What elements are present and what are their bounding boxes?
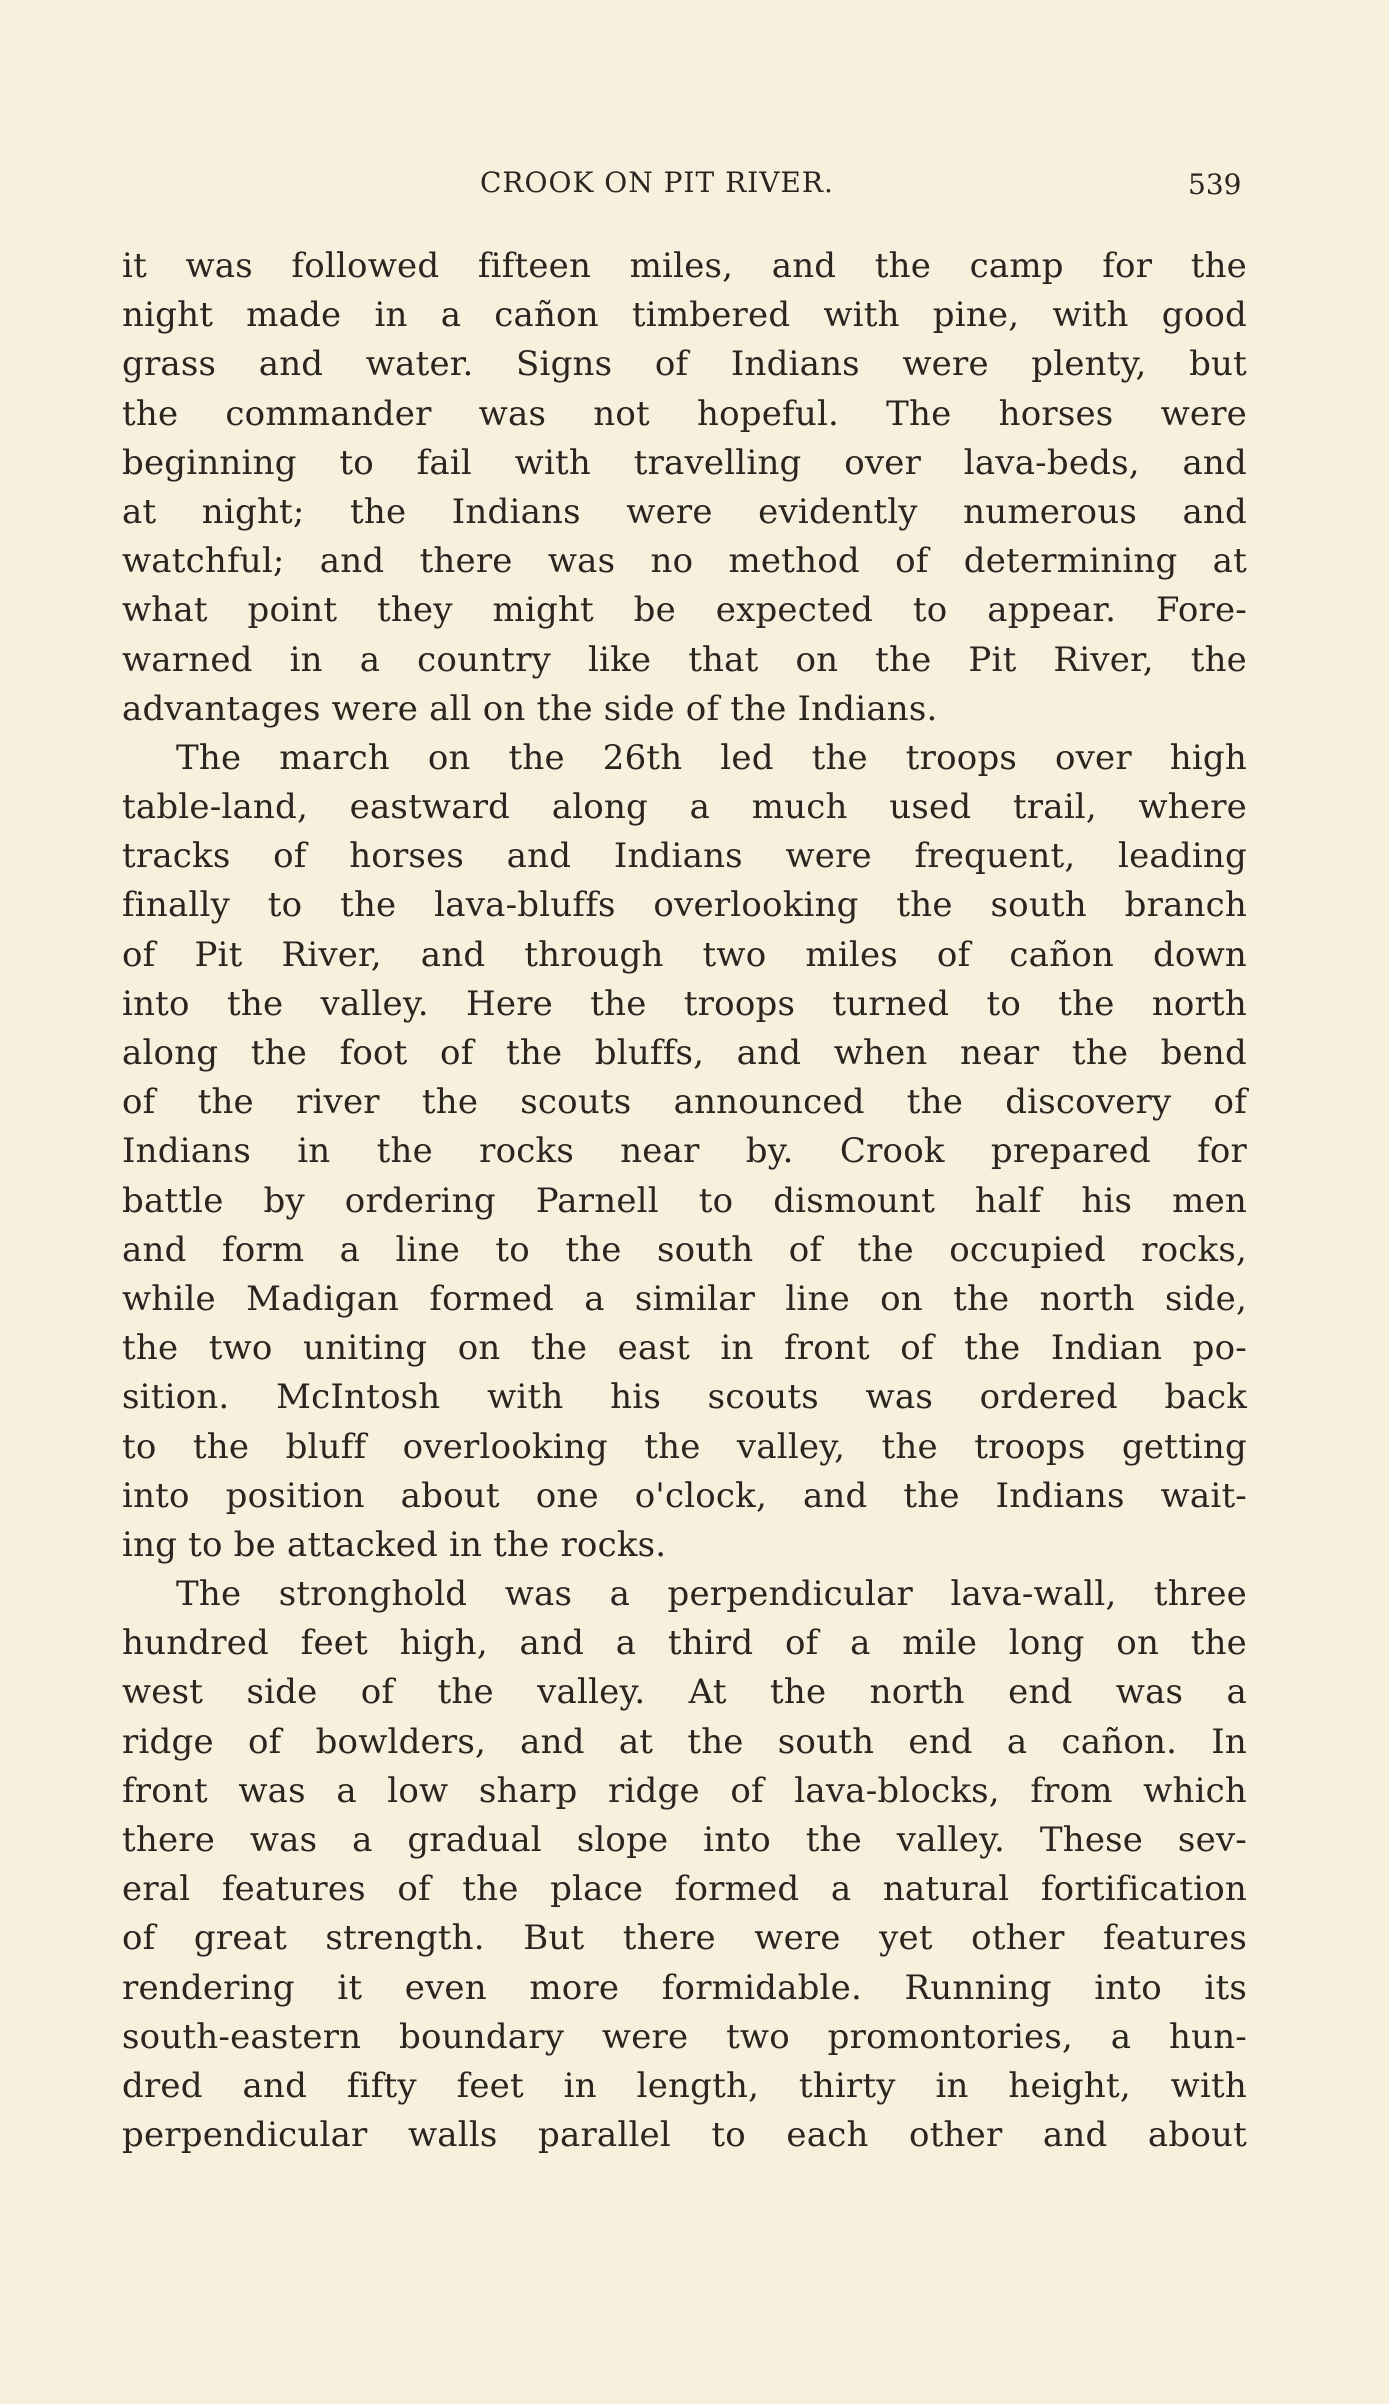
text-line: there was a gradual slope into the valley. These sev-	[122, 1820, 1247, 1860]
text-line: eral features of the place formed a natural fortification	[122, 1869, 1247, 1910]
text-line: front was a low sharp ridge of lava-blocks, from which	[122, 1770, 1247, 1811]
text-line: watchful; and there was no method of determining at	[122, 541, 1247, 582]
running-title: CROOK ON PIT RIVER.	[480, 166, 834, 199]
text-line: of the river the scouts announced the discovery of	[122, 1082, 1247, 1123]
text-line: what point they might be expected to appear. Fore-	[122, 590, 1247, 631]
text-line: while Madigan formed a similar line on the north side,	[122, 1278, 1247, 1319]
page-number: 539	[1188, 168, 1242, 201]
text-line: into position about one o'clock, and the Indians wait-	[122, 1475, 1247, 1516]
text-line: beginning to fail with travelling over lava-beds, and	[122, 442, 1247, 483]
running-head	[0, 166, 1389, 216]
paragraph-start-line: The stronghold was a perpendicular lava-wall, three	[176, 1574, 1247, 1615]
text-line: dred and fifty feet in length, thirty in height, with	[122, 2065, 1247, 2106]
text-line: rendering it even more formidable. Running into its	[122, 1967, 1247, 2008]
text-line: of Pit River, and through two miles of cañon down	[122, 934, 1247, 975]
text-line: ing to be attacked in the rocks.	[122, 1524, 667, 1565]
text-line: night made in a cañon timbered with pine, with good	[122, 295, 1247, 336]
text-line: into the valley. Here the troops turned to the north	[122, 983, 1247, 1024]
text-line: west side of the valley. At the north end was a	[122, 1672, 1247, 1713]
text-line: to the bluff overlooking the valley, the troops getting	[122, 1426, 1247, 1467]
text-line: table-land, eastward along a much used trail, where	[122, 787, 1247, 828]
text-line: advantages were all on the side of the Indians.	[122, 688, 938, 729]
text-line: at night; the Indians were evidently numerous and	[122, 491, 1247, 532]
text-line: tracks of horses and Indians were frequent, leading	[122, 836, 1247, 877]
text-line: hundred feet high, and a third of a mile long on the	[122, 1623, 1247, 1664]
text-line: ridge of bowlders, and at the south end a cañon. In	[122, 1721, 1247, 1762]
text-line: south-eastern boundary were two promontories, a hun-	[122, 2016, 1247, 2057]
text-line: sition. McIntosh with his scouts was ordered back	[122, 1377, 1247, 1418]
body-text	[122, 242, 1247, 2160]
text-line: along the foot of the bluffs, and when near the bend	[122, 1033, 1247, 1073]
paragraph-start-line: The march on the 26th led the troops over high	[176, 737, 1247, 778]
text-line: finally to the lava-bluffs overlooking the south branch	[122, 885, 1247, 926]
text-line: Indians in the rocks near by. Crook prepared for	[122, 1131, 1247, 1172]
text-line: and form a line to the south of the occupied rocks,	[122, 1229, 1247, 1270]
text-line: it was followed fifteen miles, and the camp for the	[122, 246, 1247, 286]
text-line: warned in a country like that on the Pit River, the	[122, 639, 1247, 680]
text-line: grass and water. Signs of Indians were plenty, but	[122, 344, 1247, 385]
text-line: perpendicular walls parallel to each other and about	[122, 2115, 1247, 2156]
text-line: the commander was not hopeful. The horses were	[122, 393, 1247, 434]
text-line: the two uniting on the east in front of the Indian po-	[122, 1328, 1247, 1369]
text-line: battle by ordering Parnell to dismount half his men	[122, 1180, 1247, 1221]
text-line: of great strength. But there were yet other features	[122, 1918, 1247, 1959]
